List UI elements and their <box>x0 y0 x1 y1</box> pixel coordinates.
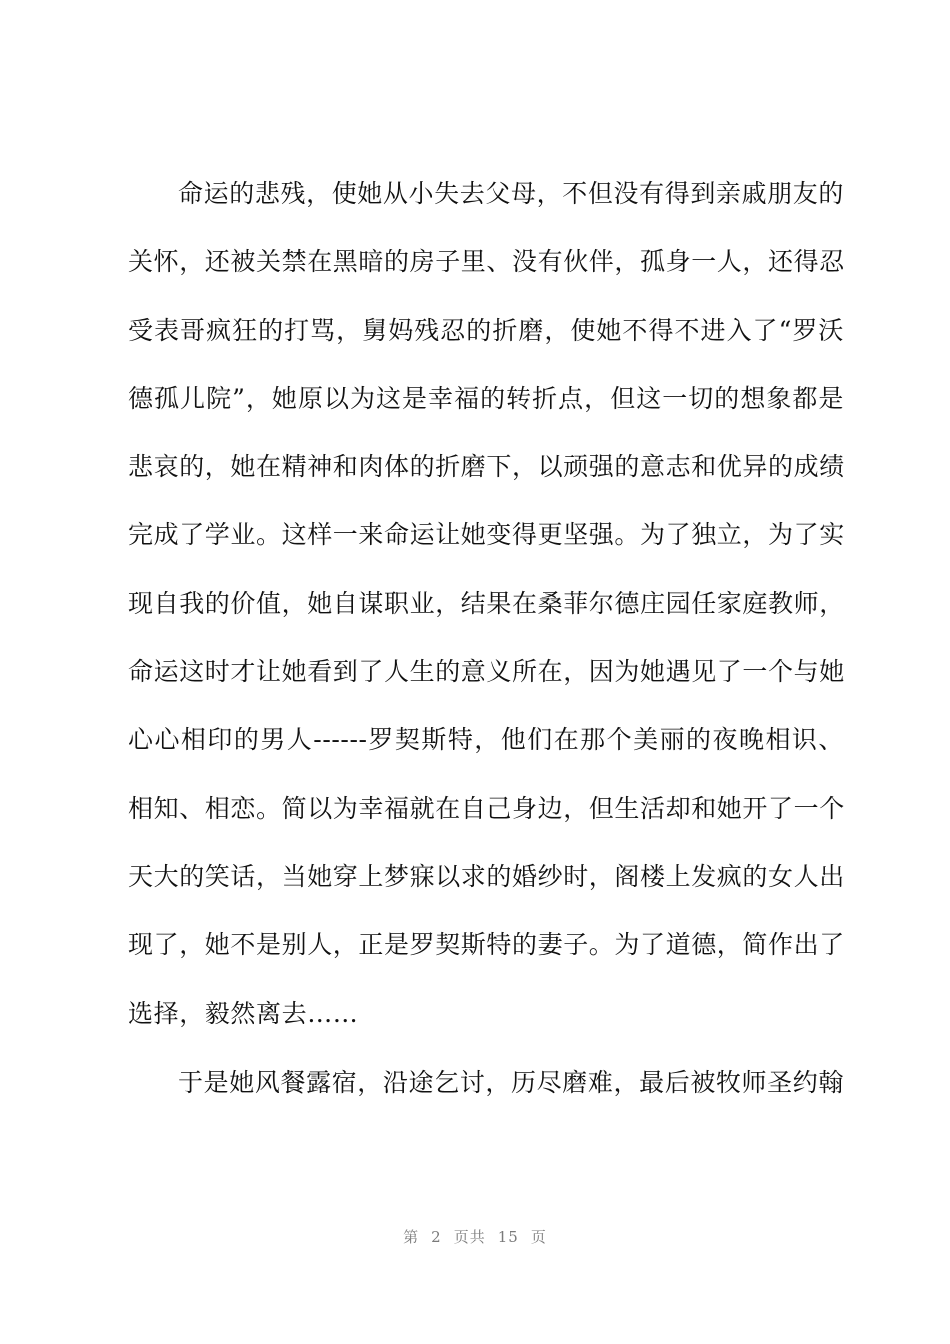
paragraph-1-line-13: 选择，毅然离去…… <box>128 998 359 1028</box>
paragraph-2-line-1: 于是她风餐露宿，沿途乞讨，历尽磨难，最后被牧师圣约翰 <box>178 1067 844 1097</box>
paragraph-1-line-6: 完成了学业。这样一来命运让她变得更坚强。为了独立，为了实 <box>128 520 845 550</box>
paragraph-1-line-8: 命运这时才让她看到了人生的意义所在，因为她遇见了一个与她 <box>128 657 845 687</box>
paragraph-1-line-12: 现了，她不是别人，正是罗契斯特的妻子。为了道德，简作出了 <box>128 930 845 960</box>
footer-label-of: 页共 <box>453 1228 486 1246</box>
paragraph-1-line-10: 相知、相恋。简以为幸福就在自己身边，但生活却和她开了一个 <box>128 793 845 823</box>
footer-total-pages: 15 <box>497 1228 519 1246</box>
paragraph-1-line-1: 命运的悲残，使她从小失去父母，不但没有得到亲戚朋友的 <box>178 179 844 208</box>
body-text <box>128 168 844 1125</box>
page-footer <box>0 1226 950 1247</box>
footer-current-page: 2 <box>431 1228 442 1246</box>
paragraph-1-line-7: 现自我的价值，她自谋职业，结果在桑菲尔德庄园任家庭教师， <box>128 588 845 618</box>
paragraph-1-line-11: 天大的笑话，当她穿上梦寐以求的婚纱时，阁楼上发疯的女人出 <box>128 861 845 891</box>
paragraph-1-line-2: 关怀，还被关禁在黑暗的房子里、没有伙伴，孤身一人，还得忍 <box>128 247 845 277</box>
footer-label-page: 第 <box>403 1228 420 1246</box>
paragraph-1-line-4: 德孤儿院”，她原以为这是幸福的转折点，但这一切的想象都是 <box>128 383 844 413</box>
paragraph-1-line-9: 心心相印的男人------罗契斯特，他们在那个美丽的夜晚相识、 <box>128 725 844 755</box>
footer-label-end: 页 <box>530 1228 547 1246</box>
paragraph-1-line-5: 悲哀的，她在精神和肉体的折磨下，以顽强的意志和优异的成绩 <box>128 452 845 482</box>
paragraph-1-line-3: 受表哥疯狂的打骂，舅妈残忍的折磨，使她不得不进入了“罗沃 <box>128 315 844 345</box>
